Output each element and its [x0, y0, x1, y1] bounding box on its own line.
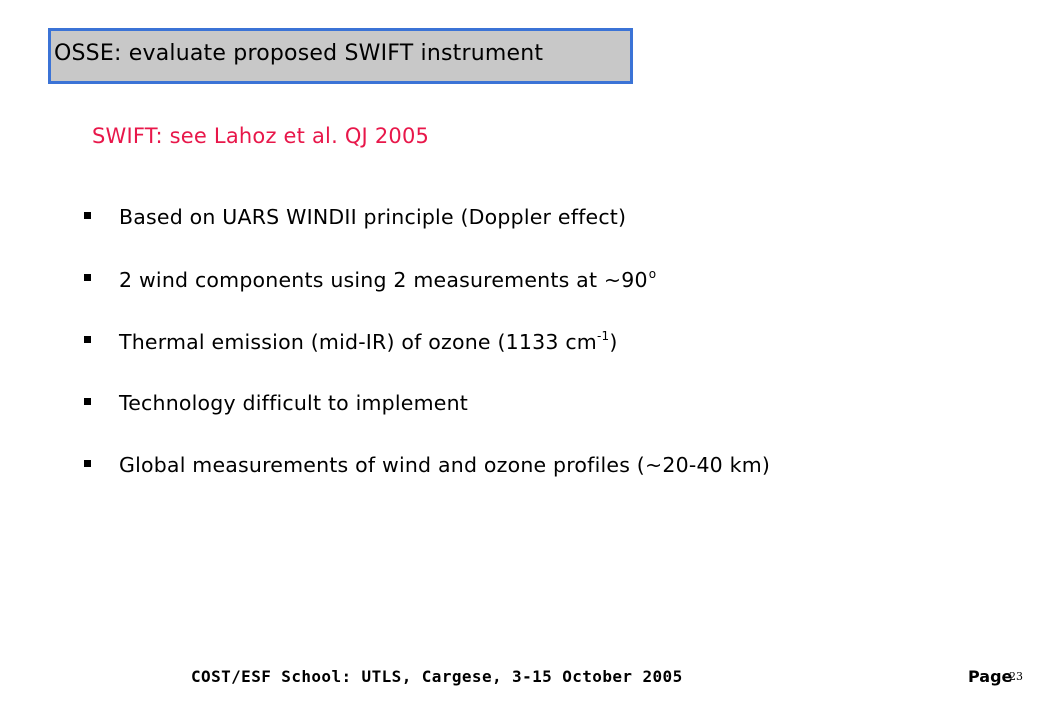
square-bullet-icon [84, 398, 91, 405]
square-bullet-icon [84, 212, 91, 219]
slide-footer [0, 666, 1040, 696]
page-number: 23 [1009, 670, 1023, 683]
square-bullet-icon [84, 336, 91, 343]
title-box [48, 28, 633, 84]
bullet-text: 2 wind components using 2 measurements at ~90 [119, 268, 648, 292]
page-title: OSSE: evaluate proposed SWIFT instrument [54, 41, 544, 66]
page-label: Page [968, 667, 1013, 686]
square-bullet-icon [84, 460, 91, 467]
bullet-text-wrapper [119, 267, 656, 292]
bullet-text: Technology difficult to implement [119, 391, 468, 415]
bullet-text-suffix: ) [609, 330, 618, 354]
bullet-text: Thermal emission (mid-IR) of ozone (1133 cm [119, 330, 597, 354]
square-bullet-icon [84, 274, 91, 281]
bullet-text: Based on UARS WINDII principle (Doppler effect) [119, 205, 627, 229]
footer-event-text: COST/ESF School: UTLS, Cargese, 3-15 October 2005 [191, 667, 683, 686]
bullet-text-wrapper [119, 329, 618, 354]
subtitle-reference: SWIFT: see Lahoz et al. QJ 2005 [92, 124, 430, 148]
bullet-text: Global measurements of wind and ozone profiles (~20-40 km) [119, 453, 771, 477]
degree-superscript: o [648, 267, 657, 281]
unit-superscript: -1 [596, 329, 610, 343]
